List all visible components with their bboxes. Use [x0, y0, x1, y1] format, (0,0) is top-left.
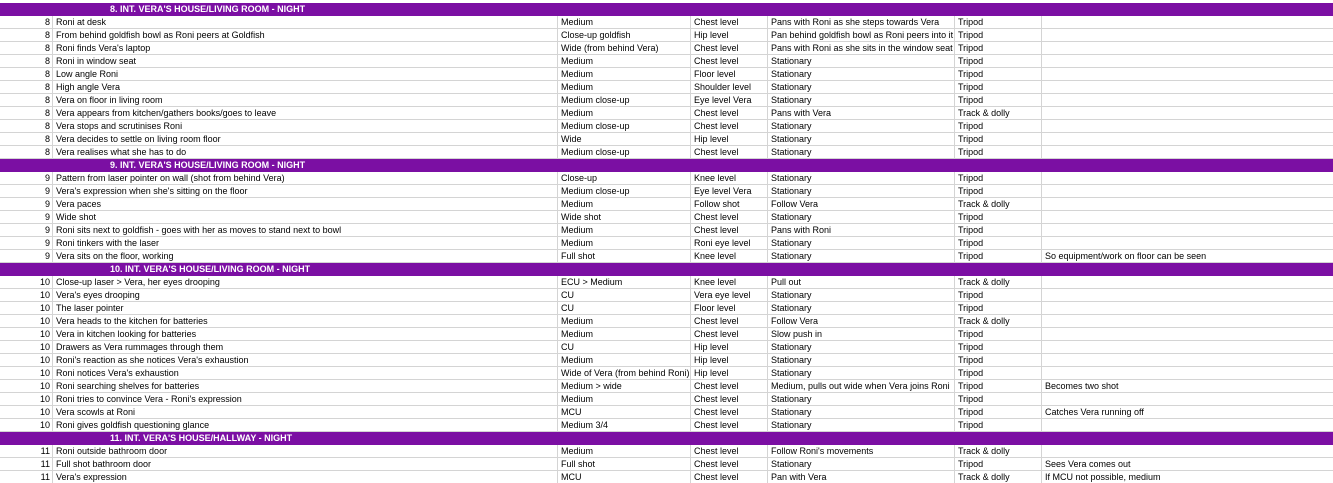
shot-row[interactable] [0, 302, 1333, 315]
scene-number-cell[interactable]: 11 [0, 458, 53, 470]
equipment-cell[interactable]: Tripod [955, 120, 1042, 132]
equipment-cell[interactable]: Tripod [955, 302, 1042, 314]
shot-size-cell[interactable]: Wide shot [558, 211, 691, 223]
notes-cell[interactable] [1042, 120, 1333, 132]
shot-description-cell[interactable]: Vera stops and scrutinises Roni [53, 120, 558, 132]
camera-movement-cell[interactable]: Stationary [768, 237, 955, 249]
shot-description-cell[interactable]: Vera scowls at Roni [53, 406, 558, 418]
notes-cell[interactable]: Catches Vera running off [1045, 407, 1144, 417]
equipment-cell[interactable]: Tripod [955, 237, 1042, 249]
camera-movement-cell[interactable]: Stationary [768, 68, 955, 80]
camera-angle-cell[interactable]: Floor level [691, 302, 768, 314]
shot-size-cell[interactable]: Wide (from behind Vera) [558, 42, 691, 54]
shot-description-cell[interactable]: Roni at desk [53, 16, 558, 28]
camera-angle-cell[interactable]: Chest level [691, 328, 768, 340]
notes-cell[interactable] [1042, 289, 1333, 301]
camera-angle-cell[interactable]: Chest level [691, 406, 768, 418]
notes-cell[interactable] [1042, 185, 1333, 197]
shot-row[interactable] [0, 328, 1333, 341]
shot-size-cell[interactable]: MCU [558, 406, 691, 418]
camera-movement-cell[interactable]: Stationary [768, 250, 955, 262]
camera-movement-cell[interactable]: Pans with Roni [768, 224, 955, 236]
camera-angle-cell[interactable]: Hip level [691, 133, 768, 145]
scene-number-cell[interactable]: 10 [0, 328, 53, 340]
shot-size-cell[interactable]: Full shot [558, 458, 691, 470]
shot-size-cell[interactable]: Medium > wide [558, 380, 691, 392]
camera-movement-cell[interactable]: Pan with Vera [768, 471, 955, 483]
equipment-cell[interactable]: Tripod [955, 393, 1042, 405]
shot-size-cell[interactable]: CU [558, 302, 691, 314]
equipment-cell[interactable]: Tripod [955, 354, 1042, 366]
notes-cell[interactable] [1042, 55, 1333, 67]
camera-angle-cell[interactable]: Hip level [691, 341, 768, 353]
shot-row[interactable] [0, 16, 1333, 29]
equipment-cell[interactable]: Tripod [955, 328, 1042, 340]
notes-cell[interactable] [1042, 341, 1333, 353]
camera-angle-cell[interactable]: Floor level [691, 68, 768, 80]
notes-cell[interactable] [1042, 133, 1333, 145]
shot-size-cell[interactable]: Medium [558, 198, 691, 210]
shot-row[interactable] [0, 146, 1333, 159]
shot-description-cell[interactable]: Vera realises what she has to do [53, 146, 558, 158]
shot-description-cell[interactable]: Roni finds Vera's laptop [53, 42, 558, 54]
shot-description-cell[interactable]: Pattern from laser pointer on wall (shot from behind Vera) [53, 172, 558, 184]
camera-angle-cell[interactable]: Chest level [691, 42, 768, 54]
equipment-cell[interactable]: Tripod [955, 341, 1042, 353]
shot-size-cell[interactable]: Medium [558, 55, 691, 67]
shot-row[interactable] [0, 445, 1333, 458]
camera-movement-cell[interactable]: Stationary [768, 289, 955, 301]
camera-movement-cell[interactable]: Medium, pulls out wide when Vera joins Roni [768, 380, 955, 392]
camera-angle-cell[interactable]: Follow shot [691, 198, 768, 210]
camera-angle-cell[interactable]: Chest level [691, 107, 768, 119]
shot-row[interactable] [0, 289, 1333, 302]
camera-angle-cell[interactable]: Knee level [691, 172, 768, 184]
camera-movement-cell[interactable]: Follow Vera [768, 315, 955, 327]
shot-description-cell[interactable]: Vera sits on the floor, working [53, 250, 558, 262]
scene-number-cell[interactable]: 10 [0, 276, 53, 288]
camera-angle-cell[interactable]: Chest level [691, 471, 768, 483]
camera-angle-cell[interactable]: Chest level [691, 120, 768, 132]
scene-number-cell[interactable]: 8 [0, 29, 53, 41]
notes-cell[interactable] [1042, 81, 1333, 93]
camera-angle-cell[interactable]: Hip level [691, 367, 768, 379]
notes-cell[interactable] [1042, 42, 1333, 54]
scene-number-cell[interactable]: 9 [0, 172, 53, 184]
shot-row[interactable] [0, 224, 1333, 237]
scene-heading: 11. INT. VERA'S HOUSE/HALLWAY - NIGHT [110, 433, 293, 443]
shot-description-cell[interactable]: Wide shot [53, 211, 558, 223]
camera-angle-cell[interactable]: Eye level Vera [691, 185, 768, 197]
shot-row[interactable] [0, 458, 1333, 471]
shot-description-cell[interactable]: Vera's expression when she's sitting on the floor [53, 185, 558, 197]
equipment-cell[interactable]: Tripod [955, 42, 1042, 54]
shot-description-cell[interactable]: Vera's expression [53, 471, 558, 483]
scene-number-cell[interactable]: 8 [0, 55, 53, 67]
scene-number-cell[interactable]: 9 [0, 211, 53, 223]
shot-row[interactable] [0, 29, 1333, 42]
scene-header-row[interactable] [0, 432, 1333, 445]
shot-row[interactable] [0, 211, 1333, 224]
equipment-cell[interactable]: Tripod [955, 250, 1042, 262]
shot-description-cell[interactable]: Vera on floor in living room [53, 94, 558, 106]
scene-number-cell[interactable]: 9 [0, 250, 53, 262]
notes-cell[interactable] [1042, 172, 1333, 184]
shot-row[interactable] [0, 107, 1333, 120]
scene-number-cell[interactable]: 11 [0, 471, 53, 483]
scene-heading: 8. INT. VERA'S HOUSE/LIVING ROOM - NIGHT [110, 4, 306, 14]
shot-size-cell[interactable]: Full shot [558, 250, 691, 262]
camera-angle-cell[interactable]: Chest level [691, 419, 768, 431]
camera-angle-cell[interactable]: Chest level [691, 315, 768, 327]
shot-description-cell[interactable]: Roni notices Vera's exhaustion [53, 367, 558, 379]
scene-number-cell[interactable]: 8 [0, 133, 53, 145]
shot-row[interactable] [0, 94, 1333, 107]
equipment-cell[interactable]: Track & dolly [955, 315, 1042, 327]
equipment-cell[interactable]: Tripod [955, 367, 1042, 379]
notes-cell[interactable] [1042, 224, 1333, 236]
shot-description-cell[interactable]: Roni searching shelves for batteries [53, 380, 558, 392]
shot-row[interactable] [0, 237, 1333, 250]
shot-size-cell[interactable]: CU [558, 289, 691, 301]
notes-cell[interactable] [1042, 198, 1333, 210]
scene-number-cell[interactable]: 10 [0, 380, 53, 392]
shot-description-cell[interactable]: Roni outside bathroom door [53, 445, 558, 457]
camera-movement-cell[interactable]: Follow Roni's movements [768, 445, 955, 457]
shot-row[interactable] [0, 42, 1333, 55]
equipment-cell[interactable]: Tripod [955, 133, 1042, 145]
shot-description-cell[interactable]: Roni sits next to goldfish - goes with her as moves to stand next to bowl [53, 224, 558, 236]
notes-cell[interactable] [1042, 445, 1333, 457]
equipment-cell[interactable]: Tripod [955, 81, 1042, 93]
equipment-cell[interactable]: Tripod [955, 172, 1042, 184]
shot-row[interactable] [0, 406, 1333, 419]
notes-cell[interactable] [1042, 16, 1333, 28]
shot-description-cell[interactable]: Vera heads to the kitchen for batteries [53, 315, 558, 327]
camera-movement-cell[interactable]: Stationary [768, 133, 955, 145]
notes-cell[interactable] [1042, 354, 1333, 366]
shot-size-cell[interactable]: Medium [558, 445, 691, 457]
shot-row[interactable] [0, 185, 1333, 198]
notes-cell[interactable] [1042, 302, 1333, 314]
scene-number-cell[interactable]: 8 [0, 16, 53, 28]
camera-movement-cell[interactable]: Stationary [768, 393, 955, 405]
equipment-cell[interactable]: Tripod [955, 16, 1042, 28]
camera-angle-cell[interactable]: Roni eye level [691, 237, 768, 249]
equipment-cell[interactable]: Tripod [955, 146, 1042, 158]
scene-number-cell[interactable]: 8 [0, 94, 53, 106]
shot-size-cell[interactable]: Medium close-up [558, 185, 691, 197]
shot-row[interactable] [0, 133, 1333, 146]
notes-cell[interactable] [1042, 419, 1333, 431]
shot-row[interactable] [0, 120, 1333, 133]
shot-description-cell[interactable]: High angle Vera [53, 81, 558, 93]
shot-description-cell[interactable]: Drawers as Vera rummages through them [53, 341, 558, 353]
camera-movement-cell[interactable]: Pan behind goldfish bowl as Roni peers into it [768, 29, 955, 41]
shot-size-cell[interactable]: Medium [558, 81, 691, 93]
shot-size-cell[interactable]: Medium 3/4 [558, 419, 691, 431]
shot-row[interactable] [0, 276, 1333, 289]
camera-movement-cell[interactable]: Stationary [768, 211, 955, 223]
shot-size-cell[interactable]: Medium [558, 315, 691, 327]
notes-cell[interactable]: Sees Vera comes out [1045, 459, 1131, 469]
shot-row[interactable] [0, 341, 1333, 354]
notes-cell[interactable] [1042, 328, 1333, 340]
scene-header-row[interactable] [0, 159, 1333, 172]
scene-number-cell[interactable]: 9 [0, 224, 53, 236]
camera-movement-cell[interactable]: Stationary [768, 81, 955, 93]
shot-row[interactable] [0, 393, 1333, 406]
shot-size-cell[interactable]: Medium close-up [558, 120, 691, 132]
shot-size-cell[interactable]: Wide of Vera (from behind Roni) [558, 367, 691, 379]
shot-row[interactable] [0, 198, 1333, 211]
camera-angle-cell[interactable]: Shoulder level [691, 81, 768, 93]
equipment-cell[interactable]: Tripod [955, 380, 1042, 392]
notes-cell[interactable] [1042, 393, 1333, 405]
equipment-cell[interactable]: Track & dolly [955, 276, 1042, 288]
shot-size-cell[interactable]: Medium [558, 16, 691, 28]
scene-header-row[interactable] [0, 263, 1333, 276]
shot-size-cell[interactable]: CU [558, 341, 691, 353]
notes-cell[interactable] [1042, 237, 1333, 249]
shot-description-cell[interactable]: Vera's eyes drooping [53, 289, 558, 301]
shot-description-cell[interactable]: Vera in kitchen looking for batteries [53, 328, 558, 340]
equipment-cell[interactable]: Tripod [955, 94, 1042, 106]
scene-number-cell[interactable]: 11 [0, 445, 53, 457]
notes-cell[interactable] [1042, 276, 1333, 288]
notes-cell[interactable] [1042, 29, 1333, 41]
camera-movement-cell[interactable]: Stationary [768, 172, 955, 184]
scene-number-cell[interactable]: 8 [0, 146, 53, 158]
scene-number-cell[interactable]: 8 [0, 107, 53, 119]
camera-angle-cell[interactable]: Hip level [691, 29, 768, 41]
camera-angle-cell[interactable]: Chest level [691, 211, 768, 223]
camera-movement-cell[interactable]: Stationary [768, 94, 955, 106]
shot-size-cell[interactable]: Close-up goldfish [558, 29, 691, 41]
shot-size-cell[interactable]: Medium [558, 328, 691, 340]
camera-movement-cell[interactable]: Stationary [768, 419, 955, 431]
shot-description-cell[interactable]: Vera appears from kitchen/gathers books/goes to leave [53, 107, 558, 119]
equipment-cell[interactable]: Tripod [955, 211, 1042, 223]
shot-row[interactable] [0, 471, 1333, 483]
shot-row[interactable] [0, 172, 1333, 185]
shot-description-cell[interactable]: Vera decides to settle on living room floor [53, 133, 558, 145]
shot-row[interactable] [0, 380, 1333, 393]
notes-cell[interactable] [1042, 107, 1333, 119]
camera-angle-cell[interactable]: Hip level [691, 354, 768, 366]
camera-movement-cell[interactable]: Stationary [768, 146, 955, 158]
scene-number-cell[interactable]: 10 [0, 393, 53, 405]
equipment-cell[interactable]: Tripod [955, 419, 1042, 431]
camera-angle-cell[interactable]: Chest level [691, 458, 768, 470]
equipment-cell[interactable]: Tripod [955, 224, 1042, 236]
scene-number-cell[interactable]: 10 [0, 406, 53, 418]
shot-size-cell[interactable]: Medium [558, 68, 691, 80]
camera-angle-cell[interactable]: Chest level [691, 380, 768, 392]
shot-row[interactable] [0, 419, 1333, 432]
camera-angle-cell[interactable]: Vera eye level [691, 289, 768, 301]
camera-movement-cell[interactable]: Stationary [768, 406, 955, 418]
scene-number-cell[interactable]: 10 [0, 315, 53, 327]
notes-cell[interactable]: If MCU not possible, medium [1045, 472, 1161, 482]
shot-description-cell[interactable]: Low angle Roni [53, 68, 558, 80]
camera-movement-cell[interactable]: Pans with Roni as she sits in the window seat [768, 42, 955, 54]
camera-movement-cell[interactable]: Stationary [768, 341, 955, 353]
equipment-cell[interactable]: Track & dolly [955, 198, 1042, 210]
notes-cell[interactable] [1042, 94, 1333, 106]
equipment-cell[interactable]: Tripod [955, 68, 1042, 80]
notes-cell[interactable]: So equipment/work on floor can be seen [1045, 251, 1207, 261]
scene-number-cell[interactable]: 10 [0, 341, 53, 353]
shot-description-cell[interactable]: Full shot bathroom door [53, 458, 558, 470]
scene-number-cell[interactable]: 9 [0, 237, 53, 249]
camera-movement-cell[interactable]: Stationary [768, 120, 955, 132]
scene-header-row[interactable] [0, 3, 1333, 16]
notes-cell[interactable] [1042, 68, 1333, 80]
notes-cell[interactable] [1042, 367, 1333, 379]
camera-angle-cell[interactable]: Chest level [691, 16, 768, 28]
equipment-cell[interactable]: Track & dolly [955, 107, 1042, 119]
scene-number-cell[interactable]: 10 [0, 289, 53, 301]
shot-description-cell[interactable]: Roni's reaction as she notices Vera's exhaustion [53, 354, 558, 366]
equipment-cell[interactable]: Tripod [955, 289, 1042, 301]
shot-size-cell[interactable]: Medium [558, 393, 691, 405]
camera-movement-cell[interactable]: Stationary [768, 367, 955, 379]
equipment-cell[interactable]: Track & dolly [955, 471, 1042, 483]
shot-row[interactable] [0, 55, 1333, 68]
shot-size-cell[interactable]: Medium [558, 354, 691, 366]
camera-movement-cell[interactable]: Follow Vera [768, 198, 955, 210]
scene-number-cell[interactable]: 10 [0, 302, 53, 314]
shot-description-cell[interactable]: Roni in window seat [53, 55, 558, 67]
scene-number-cell[interactable]: 8 [0, 81, 53, 93]
camera-angle-cell[interactable]: Chest level [691, 445, 768, 457]
scene-number-cell[interactable]: 9 [0, 198, 53, 210]
notes-cell[interactable] [1042, 146, 1333, 158]
equipment-cell[interactable]: Tripod [955, 458, 1042, 470]
shot-description-cell[interactable]: The laser pointer [53, 302, 558, 314]
scene-number-cell[interactable]: 10 [0, 419, 53, 431]
equipment-cell[interactable]: Track & dolly [955, 445, 1042, 457]
notes-cell[interactable] [1042, 315, 1333, 327]
shot-row[interactable] [0, 354, 1333, 367]
scene-heading: 9. INT. VERA'S HOUSE/LIVING ROOM - NIGHT [110, 160, 306, 170]
shot-row[interactable] [0, 315, 1333, 328]
shot-size-cell[interactable]: Wide [558, 133, 691, 145]
camera-angle-cell[interactable]: Chest level [691, 393, 768, 405]
shot-description-cell[interactable]: Roni tries to convince Vera - Roni's expression [53, 393, 558, 405]
scene-number-cell[interactable]: 8 [0, 68, 53, 80]
camera-movement-cell[interactable]: Slow push in [768, 328, 955, 340]
shot-size-cell[interactable]: Close-up [558, 172, 691, 184]
camera-angle-cell[interactable]: Chest level [691, 146, 768, 158]
camera-angle-cell[interactable]: Chest level [691, 224, 768, 236]
camera-angle-cell[interactable]: Knee level [691, 250, 768, 262]
shot-size-cell[interactable]: Medium [558, 107, 691, 119]
shot-row[interactable] [0, 81, 1333, 94]
shot-row[interactable] [0, 367, 1333, 380]
camera-movement-cell[interactable]: Pans with Vera [768, 107, 955, 119]
shot-row[interactable] [0, 68, 1333, 81]
shot-size-cell[interactable]: Medium [558, 224, 691, 236]
camera-movement-cell[interactable]: Pans with Roni as she steps towards Vera [768, 16, 955, 28]
camera-movement-cell[interactable]: Stationary [768, 185, 955, 197]
shot-description-cell[interactable]: Close-up laser > Vera, her eyes drooping [53, 276, 558, 288]
camera-movement-cell[interactable]: Stationary [768, 302, 955, 314]
shot-row[interactable] [0, 250, 1333, 263]
shot-size-cell[interactable]: MCU [558, 471, 691, 483]
shot-description-cell[interactable]: Vera paces [53, 198, 558, 210]
scene-number-cell[interactable]: 10 [0, 354, 53, 366]
shot-size-cell[interactable]: Medium close-up [558, 146, 691, 158]
scene-number-cell[interactable]: 8 [0, 120, 53, 132]
notes-cell[interactable]: Becomes two shot [1045, 381, 1119, 391]
equipment-cell[interactable]: Tripod [955, 185, 1042, 197]
shot-size-cell[interactable]: Medium close-up [558, 94, 691, 106]
camera-movement-cell[interactable]: Stationary [768, 354, 955, 366]
shot-size-cell[interactable]: Medium [558, 237, 691, 249]
scene-number-cell[interactable]: 9 [0, 185, 53, 197]
equipment-cell[interactable]: Tripod [955, 406, 1042, 418]
scene-number-cell[interactable]: 10 [0, 367, 53, 379]
camera-angle-cell[interactable]: Knee level [691, 276, 768, 288]
camera-movement-cell[interactable]: Stationary [768, 55, 955, 67]
shot-description-cell[interactable]: From behind goldfish bowl as Roni peers at Goldfish [53, 29, 558, 41]
scene-heading: 10. INT. VERA'S HOUSE/LIVING ROOM - NIGHT [110, 264, 311, 274]
camera-movement-cell[interactable]: Pull out [768, 276, 955, 288]
camera-angle-cell[interactable]: Eye level Vera [691, 94, 768, 106]
scene-number-cell[interactable]: 8 [0, 42, 53, 54]
shot-description-cell[interactable]: Roni tinkers with the laser [53, 237, 558, 249]
equipment-cell[interactable]: Tripod [955, 55, 1042, 67]
equipment-cell[interactable]: Tripod [955, 29, 1042, 41]
shot-size-cell[interactable]: ECU > Medium [558, 276, 691, 288]
camera-angle-cell[interactable]: Chest level [691, 55, 768, 67]
camera-movement-cell[interactable]: Stationary [768, 458, 955, 470]
notes-cell[interactable] [1042, 211, 1333, 223]
shot-description-cell[interactable]: Roni gives goldfish questioning glance [53, 419, 558, 431]
